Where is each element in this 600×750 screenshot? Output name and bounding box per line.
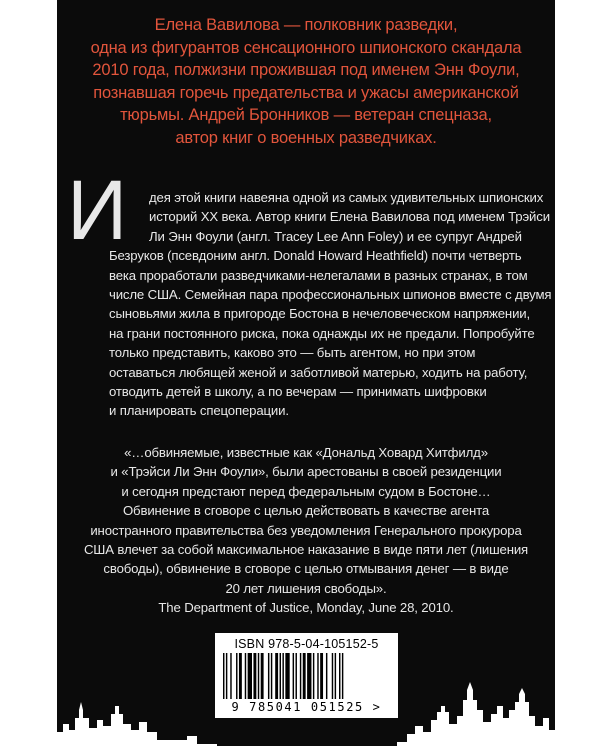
barcode-digits: 9 785041 051525 > [231,700,382,714]
description-line: только представить, каково это — быть агентом, но при этом [109,345,476,361]
quote-line: Обвинение в сговоре с целью действовать в качестве агента [122,503,490,519]
description-line: историй XX века. Автор книги Елена Вавилова под именем Трэйси [149,209,550,225]
description-line: дея этой книги навеяна одной из самых удивительных шпионских [149,190,544,205]
quote-line: «…обвиняемые, известные как «Дональд Ховард Хитфилд» [124,445,488,460]
intro-line: 2010 года, полжизни прожившая под именем Энн Фоули, [92,61,520,79]
quote-line: свободы), обвинение в сговоре с целью отмывания денег — в виде [103,561,509,577]
description-line: Ли Энн Фоули (англ. Tracey Lee Ann Foley) и ее супруг Андрей [149,228,522,244]
intro-line: одна из фигурантов сенсационного шпионского скандала [90,38,522,57]
description-line: сыновьями жила в пригороде Бостона в нечеловеческом напряжении, [109,306,531,322]
description-line: на грани постоянного риска, пока однажды их не предали. Попробуйте [109,325,535,341]
quote-source: The Department of Justice, Monday, June 28, 2010. [158,600,454,616]
barcode-label [215,633,398,718]
description-line: века проработали разведчиками-нелегалами в разных странах, в том [109,267,528,283]
description-line: оставаться любящей женой и заботливой матерью, ходить на работу, [109,364,528,380]
barcode-icon [221,653,392,701]
quote-line: и «Трэйси Ли Энн Фоули», были арестованы в своей резиденции [110,464,502,480]
intro-line: тюрьмы. Андрей Бронников — ветеран спецназа, [120,106,492,124]
description-line: Безруков (псевдоним англ. Donald Howard Heathfield) почти четверть [109,248,522,264]
quote-line: 20 лет лишения свободы». [225,580,387,596]
description-line: отводить детей в школу, а по вечерам — принимать шифровки [109,384,487,400]
quote-line: и сегодня предстают перед федеральным судом в Бостоне… [121,483,491,499]
description-line: числе США. Семейная пара профессиональных шпионов вместе с двумя [109,287,552,303]
intro-line: познавшая горечь предательства и ужасы американской [93,83,519,102]
book-back-cover [57,0,555,750]
quote-line: США влечет за собой максимальное наказание в виде пяти лет (лишения [83,542,529,558]
intro-line: автор книг о военных разведчиках. [175,128,437,147]
description-line: и планировать спецоперации. [109,403,289,419]
doj-quote [77,443,535,618]
author-intro [57,14,555,149]
quote-line: иностранного правительства без уведомления Генерального прокурора [90,522,522,538]
isbn-text: ISBN 978-5-04-105152-5 [234,637,379,651]
book-description [109,188,552,421]
intro-line: Елена Вавилова — полковник разведки, [154,16,458,34]
drop-cap-letter: И [67,163,128,257]
